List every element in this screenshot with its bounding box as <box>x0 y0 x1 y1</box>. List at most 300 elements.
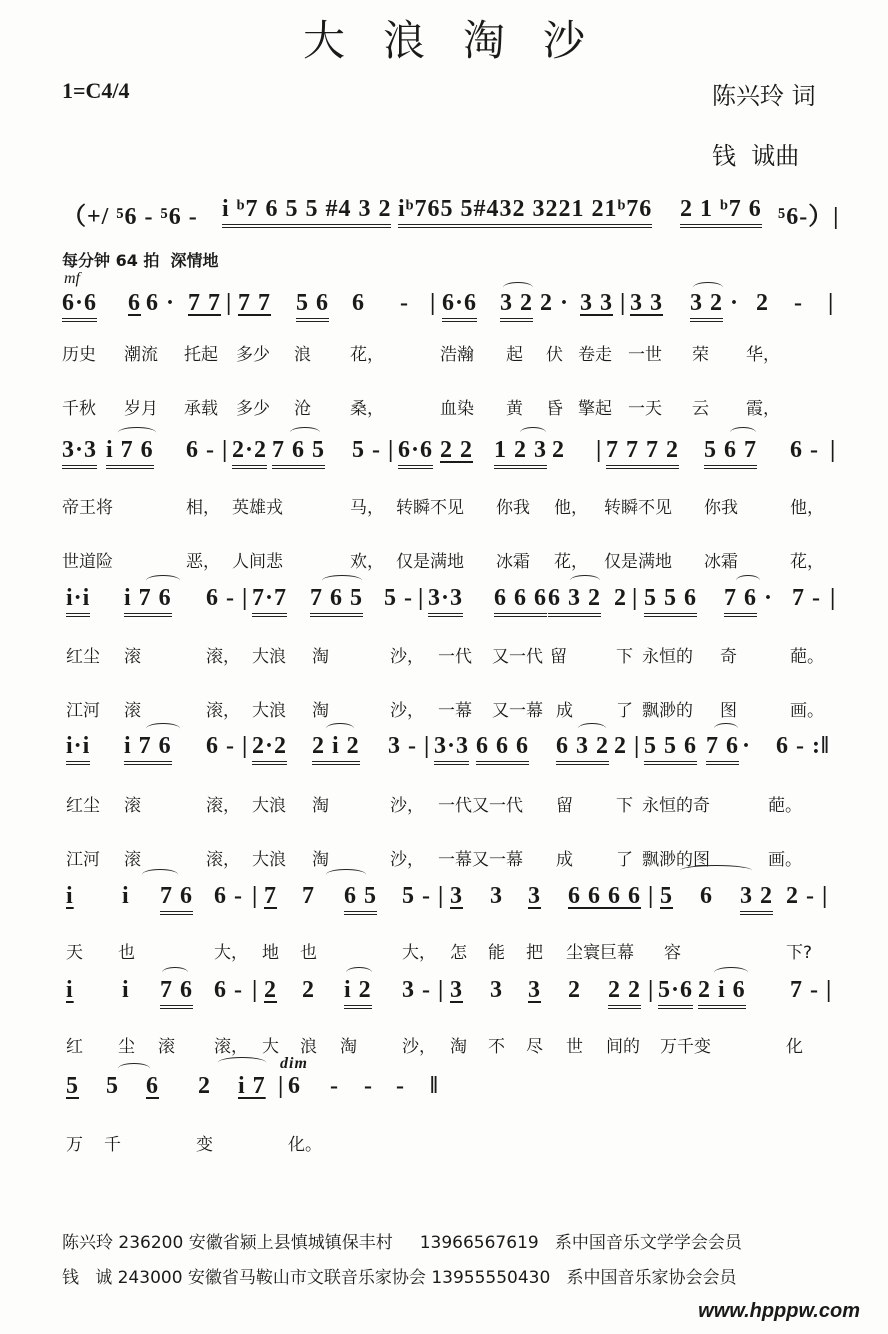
lyric-word: 下 <box>616 647 633 667</box>
note-group: 2 <box>614 733 627 759</box>
note-group: 6 - <box>186 437 215 463</box>
note-group: | <box>632 585 639 611</box>
note-group: | <box>242 733 249 759</box>
dynamic-dim: dim <box>280 1055 308 1072</box>
note-group: 5 6 <box>296 290 329 322</box>
lyric-word: 他， <box>554 498 588 518</box>
note-group: 3 2 <box>740 883 773 915</box>
note-group: i <box>66 883 74 909</box>
note-group: 3·3 <box>434 733 469 765</box>
slur-mark <box>736 575 760 586</box>
lyric-word: 奇 <box>720 647 737 667</box>
note-group: 6 <box>146 1073 159 1099</box>
lyric-word: 沧 <box>294 399 311 419</box>
lyric-word: 淘 <box>340 1037 357 1057</box>
lyricist-credit: 陈兴玲 词 <box>712 82 816 110</box>
lyric-word: 荣 <box>692 345 709 365</box>
slur-mark <box>218 1057 266 1068</box>
note-group: 2 <box>614 585 627 611</box>
slur-mark <box>290 427 320 438</box>
lyric-word: 冰霜 <box>496 552 530 572</box>
note-group: 7 6 <box>160 977 193 1009</box>
lyric-word: 血染 <box>440 399 474 419</box>
note-group: | <box>648 977 655 1003</box>
slur-mark <box>326 869 366 880</box>
lyric-word: 永恒的 <box>642 647 693 667</box>
tempo-marking: 每分钟 64 拍 深情地 <box>62 251 219 270</box>
lyric-word: 沙， <box>402 1037 436 1057</box>
slur-mark <box>118 427 156 438</box>
lyric-word: 滚 <box>124 850 141 870</box>
slur-mark <box>162 967 188 978</box>
intro-notes: iᵇ765 5#432 3221 21ᵇ76 <box>398 196 652 228</box>
lyric-word: 了 <box>616 701 633 721</box>
lyric-word: 滚 <box>124 647 141 667</box>
lyric-word: 人间悲 <box>232 552 283 572</box>
note-group: 5 - <box>384 585 413 611</box>
note-group: 3·3 <box>62 437 97 469</box>
note-group: 6 · <box>146 290 176 316</box>
notation-line-3 <box>0 585 888 621</box>
lyric-word: 尘 <box>118 1037 135 1057</box>
lyric-word: 黄 <box>506 399 523 419</box>
lyric-word: 沙， <box>390 850 424 870</box>
lyric-word: 江河 <box>66 850 100 870</box>
lyric-word: 下? <box>786 943 813 963</box>
note-group: | <box>438 883 445 909</box>
note-group: 7 6 5 <box>272 437 325 469</box>
note-group: 7 - <box>790 977 819 1003</box>
lyric-word: 转瞬不见 <box>396 498 464 518</box>
lyric-word: 能 <box>488 943 505 963</box>
lyric-word: 容 <box>664 943 681 963</box>
lyric-word: 仅是满地 <box>396 552 464 572</box>
note-group: | <box>828 290 835 316</box>
lyric-word: 下 <box>616 796 633 816</box>
note-group: 6 3 2 <box>548 585 601 617</box>
note-group: 3 <box>450 883 463 909</box>
note-group: 5 5 6 <box>644 733 697 765</box>
lyric-word: 江河 <box>66 701 100 721</box>
note-group: 7 <box>302 883 315 909</box>
slur-mark <box>714 723 738 734</box>
lyric-word: 怎 <box>450 943 467 963</box>
note-group: i <box>66 977 74 1003</box>
lyric-word: 欢， <box>350 552 384 572</box>
note-group: 7 7 <box>188 290 221 316</box>
notation-line-2 <box>0 437 888 473</box>
note-group: 5 <box>66 1073 79 1099</box>
note-group: 3 3 <box>580 290 613 316</box>
lyric-word: 成 <box>556 850 573 870</box>
lyric-word: 一幕又一幕 <box>438 850 523 870</box>
note-group: 3 2 <box>690 290 723 322</box>
note-group: 2 2 <box>440 437 473 463</box>
lyric-word: 多少 <box>236 345 270 365</box>
note-group: 3 <box>450 977 463 1003</box>
note-group: | <box>430 290 437 316</box>
note-group: | <box>424 733 431 759</box>
lyric-word: 岁月 <box>124 399 158 419</box>
note-group: i 7 6 <box>124 733 172 765</box>
intro-notes: ⁵6-）| <box>778 204 840 230</box>
lyric-word: 一代又一代 <box>438 796 523 816</box>
notation-line-6 <box>0 977 888 1013</box>
notation-line-1 <box>0 290 888 326</box>
lyric-word: 浪 <box>300 1037 317 1057</box>
slur-mark <box>322 575 362 586</box>
note-group: i 2 <box>344 977 372 1009</box>
lyric-word: 永恒的奇 <box>642 796 710 816</box>
lyric-line-6-1 <box>0 1032 888 1056</box>
lyric-word: 擎起 <box>578 399 612 419</box>
note-group: · <box>730 290 740 316</box>
note-group: 6 <box>352 290 365 316</box>
note-group: 7 6 <box>160 883 193 915</box>
note-group: | <box>620 290 627 316</box>
lyric-word: 恶， <box>186 552 220 572</box>
slur-mark <box>714 967 748 978</box>
lyric-line-7-1 <box>0 1130 888 1154</box>
note-group: | <box>830 585 837 611</box>
note-group: 6 5 <box>344 883 377 915</box>
note-group: 3 2 <box>500 290 533 322</box>
note-group: 3 <box>490 883 503 909</box>
lyric-word: 一幕 <box>438 701 472 721</box>
notation-line-4 <box>0 733 888 769</box>
note-group: 2 <box>264 977 277 1003</box>
note-group: 7 6 <box>724 585 757 617</box>
lyric-word: 你我 <box>496 498 530 518</box>
note-group: 3 <box>528 883 541 909</box>
page-title: 大浪淘沙 <box>302 16 623 65</box>
note-group: 5 - <box>352 437 381 463</box>
lyric-word: 一世 <box>628 345 662 365</box>
lyric-word: 淘 <box>312 796 329 816</box>
lyric-word: 滚 <box>158 1037 175 1057</box>
note-group: 2 <box>756 290 769 316</box>
note-group: 7 7 7 2 <box>606 437 679 469</box>
slur-mark <box>146 723 180 734</box>
slur-mark <box>578 723 606 734</box>
lyric-word: 大， <box>402 943 436 963</box>
website-watermark: www.hpppw.com <box>698 1300 860 1322</box>
lyric-word: 你我 <box>704 498 738 518</box>
note-group: | <box>226 290 233 316</box>
note-group: 7 6 <box>706 733 739 765</box>
lyric-word: 尘寰巨幕 <box>566 943 634 963</box>
notation-line-5 <box>0 883 888 919</box>
note-group: i <box>122 883 130 909</box>
lyric-word: 变 <box>196 1135 213 1155</box>
note-group: 2 - <box>786 883 815 909</box>
note-group: 6 - <box>214 883 243 909</box>
lyric-word: 红尘 <box>66 796 100 816</box>
lyric-word: 不 <box>488 1037 505 1057</box>
lyric-word: 滚 <box>124 796 141 816</box>
lyric-line-1-2 <box>0 394 888 418</box>
lyric-word: 花， <box>554 552 588 572</box>
note-group: 2 <box>552 437 565 463</box>
lyric-word: 滚， <box>206 701 240 721</box>
note-group: 6 - <box>214 977 243 1003</box>
note-group: 5 6 7 <box>704 437 757 469</box>
lyric-line-5-1 <box>0 938 888 962</box>
lyric-word: 也 <box>300 943 317 963</box>
note-group: | <box>830 437 837 463</box>
footer-line-1: 陈兴玲 236200 安徽省颍上县慎城镇保丰村 13966567619 系中国音乐文学学会会员 <box>62 1233 742 1253</box>
note-group: 7 7 <box>238 290 271 316</box>
lyric-word: 大， <box>214 943 248 963</box>
lyric-word: 转瞬不见 <box>604 498 672 518</box>
lyric-word: 帝王将 <box>62 498 113 518</box>
lyric-line-4-1 <box>0 791 888 815</box>
lyric-word: 世道险 <box>62 552 113 572</box>
note-group: i·i <box>66 733 90 765</box>
slur-mark <box>142 869 178 880</box>
slur-mark <box>730 427 756 438</box>
note-group: ‖ <box>430 1073 439 1099</box>
lyric-word: 成 <box>556 701 573 721</box>
lyric-word: 一代 <box>438 647 472 667</box>
lyric-word: 地 <box>262 943 279 963</box>
footer-line-2: 钱 诚 243000 安徽省马鞍山市文联音乐家协会 13955550430 系中国音乐家协会会员 <box>62 1268 737 1288</box>
lyric-word: 华， <box>746 345 780 365</box>
lyric-line-1-1 <box>0 340 888 364</box>
note-group: 5 <box>660 883 673 909</box>
note-group: | <box>822 883 829 909</box>
intro-line <box>0 196 888 236</box>
notation-line-7 <box>0 1055 888 1109</box>
note-group: i 7 6 <box>124 585 172 617</box>
lyric-word: 滚， <box>206 850 240 870</box>
note-group: 1 2 3 <box>494 437 547 469</box>
lyric-word: 化 <box>786 1037 803 1057</box>
note-group: | <box>222 437 229 463</box>
lyric-word: 英雄戎 <box>232 498 283 518</box>
lyric-word: 多少 <box>236 399 270 419</box>
lyric-word: 红尘 <box>66 647 100 667</box>
note-group: 6 6 6 <box>494 585 547 617</box>
lyric-word: 大浪 <box>252 850 286 870</box>
intro-notes: 2 1 ᵇ7 6 <box>680 196 762 228</box>
lyric-word: 相， <box>186 498 220 518</box>
note-group: 2 i 6 <box>698 977 746 1009</box>
lyric-word: 起 <box>506 345 523 365</box>
note-group: 7 <box>264 883 277 909</box>
lyric-word: 淘 <box>312 647 329 667</box>
lyric-word: 云 <box>692 399 709 419</box>
lyric-word: 昏 <box>546 399 563 419</box>
note-group: · <box>742 733 752 759</box>
lyric-word: 留 <box>556 796 573 816</box>
lyric-word: 沙， <box>390 701 424 721</box>
note-group: | <box>634 733 641 759</box>
lyric-word: 马， <box>350 498 384 518</box>
note-group: 5 - <box>402 883 431 909</box>
lyric-word: 托起 <box>184 345 218 365</box>
note-group: 2 <box>568 977 581 1003</box>
note-group: 2 <box>198 1073 211 1099</box>
lyric-word: 一天 <box>628 399 662 419</box>
lyric-word: 葩。 <box>790 647 824 667</box>
lyric-line-2-1 <box>0 493 888 517</box>
note-group: 7·7 <box>252 585 287 617</box>
note-group: 2 i 2 <box>312 733 360 765</box>
lyric-word: 大 <box>262 1037 279 1057</box>
note-group: 6 <box>288 1073 301 1099</box>
note-group: - <box>330 1073 339 1099</box>
note-group: 6 - <box>206 585 235 611</box>
lyric-word: 世 <box>566 1037 583 1057</box>
slur-mark <box>693 282 723 293</box>
lyric-word: 承载 <box>184 399 218 419</box>
note-group: | <box>826 977 833 1003</box>
slur-mark <box>680 865 752 876</box>
note-group: 3 <box>490 977 503 1003</box>
intro-notes: i ᵇ7 6 5 5 #4 3 2 <box>222 196 391 228</box>
slur-mark <box>503 282 533 293</box>
note-group: | <box>252 883 259 909</box>
note-group: | <box>278 1073 285 1099</box>
lyric-word: 淘 <box>450 1037 467 1057</box>
intro-notes: （+/ ⁵6 - ⁵6 - <box>62 204 205 230</box>
lyric-word: 大浪 <box>252 647 286 667</box>
lyric-word: 历史 <box>62 345 96 365</box>
note-group: i 7 6 <box>106 437 154 469</box>
lyric-word: 花， <box>350 345 384 365</box>
lyric-word: 沙， <box>390 796 424 816</box>
lyric-word: 他， <box>790 498 824 518</box>
lyric-word: 万 <box>66 1135 83 1155</box>
lyric-word: 画。 <box>790 701 824 721</box>
note-group: 5 <box>106 1073 119 1099</box>
note-group: 3 3 <box>630 290 663 316</box>
lyric-word: 留 <box>550 647 567 667</box>
lyric-line-3-1 <box>0 642 888 666</box>
lyric-word: 滚， <box>206 647 240 667</box>
lyric-word: 万千变 <box>660 1037 711 1057</box>
note-group: | <box>242 585 249 611</box>
note-group: 3 <box>528 977 541 1003</box>
note-group: - <box>794 290 803 316</box>
lyric-word: 淘 <box>312 850 329 870</box>
note-group: | <box>596 437 603 463</box>
lyric-word: 图 <box>720 701 737 721</box>
note-group: 2 2 <box>608 977 641 1009</box>
note-group: | <box>252 977 259 1003</box>
lyric-word: 滚 <box>124 701 141 721</box>
note-group: - <box>400 290 409 316</box>
note-group: | <box>418 585 425 611</box>
lyric-word: 化。 <box>288 1135 322 1155</box>
note-group: 2 <box>302 977 315 1003</box>
note-group: | <box>388 437 395 463</box>
note-group: 3 - <box>402 977 431 1003</box>
lyric-word: 沙， <box>390 647 424 667</box>
note-group: - <box>396 1073 405 1099</box>
lyric-word: 桑， <box>350 399 384 419</box>
composer-credit: 钱 诚曲 <box>712 142 800 170</box>
slur-mark <box>346 967 372 978</box>
note-group: 2·2 <box>232 437 267 469</box>
slur-mark <box>570 575 600 586</box>
note-group: 2 · <box>540 290 570 316</box>
note-group: 3·3 <box>428 585 463 617</box>
slur-mark <box>118 1063 150 1074</box>
note-group: 6 3 2 <box>556 733 609 765</box>
lyric-word: 花， <box>790 552 824 572</box>
note-group: 6 <box>128 290 141 316</box>
note-group: i <box>122 977 130 1003</box>
note-group: 2·2 <box>252 733 287 765</box>
note-group: 5 5 6 <box>644 585 697 617</box>
note-group: 7 6 5 <box>310 585 363 617</box>
note-group: | <box>648 883 655 909</box>
note-group: 6 <box>700 883 713 909</box>
lyric-word: 间的 <box>606 1037 640 1057</box>
lyric-word: 淘 <box>312 701 329 721</box>
lyric-word: 天 <box>66 943 83 963</box>
slur-mark <box>326 723 354 734</box>
slur-mark <box>146 575 180 586</box>
lyric-word: 又一幕 <box>492 701 543 721</box>
lyric-word: 又一代 <box>492 647 543 667</box>
lyric-word: 浪 <box>294 345 311 365</box>
lyric-word: 千 <box>104 1135 121 1155</box>
note-group: 6 6 6 6 <box>568 883 641 909</box>
lyric-word: 了 <box>616 850 633 870</box>
note-group: | <box>438 977 445 1003</box>
lyric-word: 红 <box>66 1037 83 1057</box>
lyric-line-4-2 <box>0 845 888 869</box>
key-signature: 1=C4/4 <box>62 78 130 103</box>
note-group: i 7 <box>238 1073 266 1099</box>
lyric-word: 画。 <box>768 850 802 870</box>
lyric-word: 仅是满地 <box>604 552 672 572</box>
lyric-word: 千秋 <box>62 399 96 419</box>
lyric-word: 大浪 <box>252 701 286 721</box>
note-group: 5·6 <box>658 977 693 1009</box>
note-group: 6 - :‖ <box>776 733 830 759</box>
slur-mark <box>520 427 546 438</box>
lyric-word: 葩。 <box>768 796 802 816</box>
lyric-word: 也 <box>118 943 135 963</box>
lyric-line-3-2 <box>0 696 888 720</box>
lyric-word: 尽 <box>526 1037 543 1057</box>
note-group: 3 - <box>388 733 417 759</box>
note-group: 6 - <box>790 437 819 463</box>
note-group: 6·6 <box>62 290 97 322</box>
lyric-word: 潮流 <box>124 345 158 365</box>
note-group: 6 - <box>206 733 235 759</box>
note-group: · <box>764 585 774 611</box>
note-group: - <box>364 1073 373 1099</box>
lyric-word: 滚， <box>214 1037 248 1057</box>
lyric-word: 飘渺的 <box>642 701 693 721</box>
note-group: 6 6 6 <box>476 733 529 765</box>
lyric-word: 把 <box>526 943 543 963</box>
lyric-word: 飘渺的图 <box>642 850 710 870</box>
note-group: 6·6 <box>442 290 477 322</box>
lyric-word: 卷走 <box>578 345 612 365</box>
lyric-word: 滚， <box>206 796 240 816</box>
lyric-line-2-2 <box>0 547 888 571</box>
note-group: 6·6 <box>398 437 433 469</box>
dynamic-mf: mf <box>64 270 80 287</box>
lyric-word: 伏 <box>546 345 563 365</box>
lyric-word: 霞， <box>746 399 780 419</box>
